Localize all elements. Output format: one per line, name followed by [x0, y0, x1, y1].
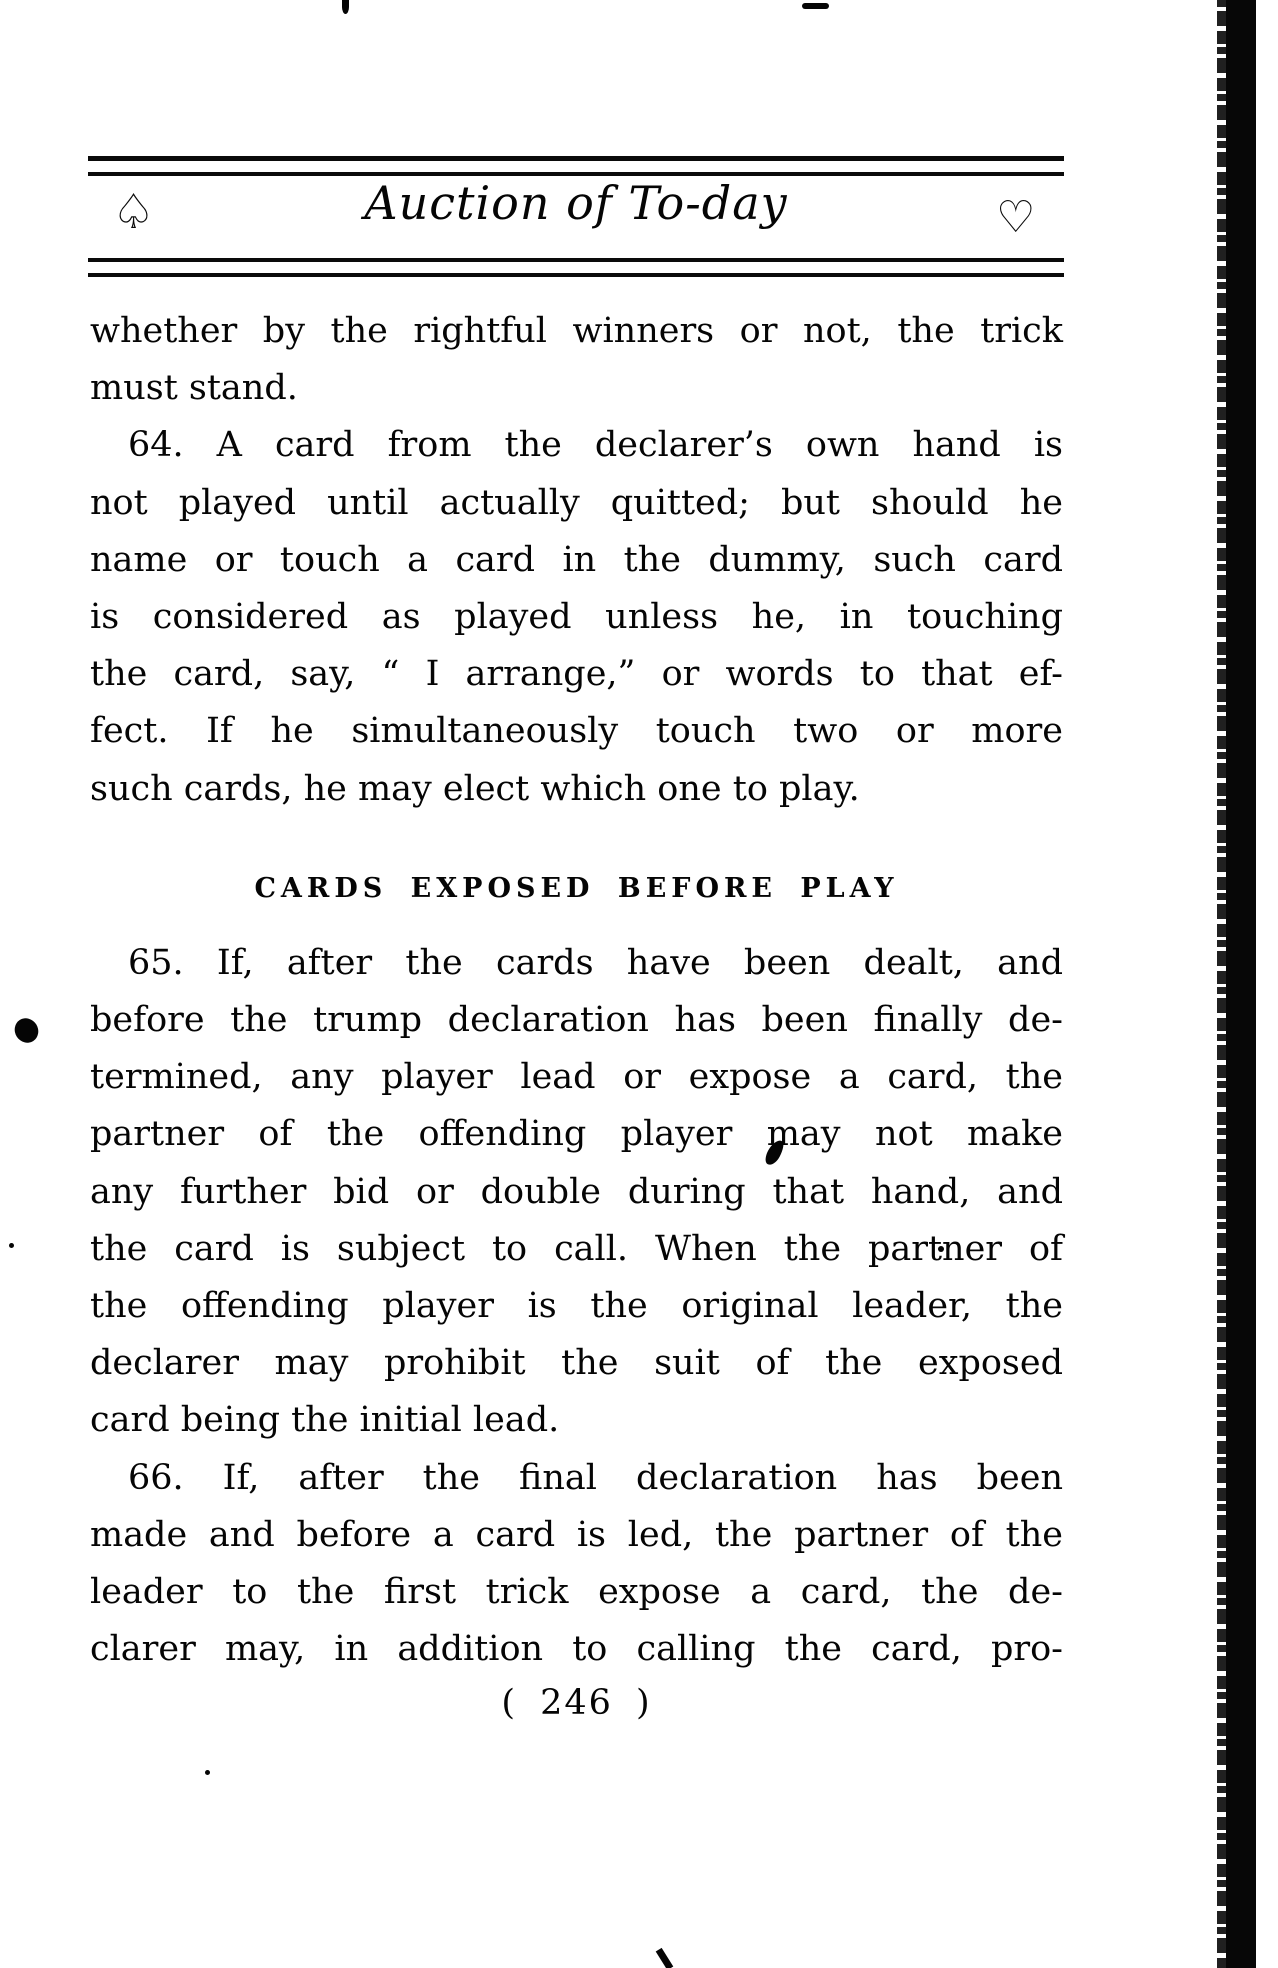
ink-blob-left-margin — [10, 1014, 43, 1047]
ink-mark-top-tick — [342, 0, 349, 14]
text-line: the offending player is the original leader, the — [90, 1286, 1063, 1327]
text-line: leader to the first trick expose a card, the de- — [90, 1572, 1063, 1613]
ink-mark-bottom — [656, 1948, 674, 1968]
page-number: ( 246 ) — [501, 1683, 652, 1723]
text-line: partner of the offending player may not make — [90, 1114, 1063, 1155]
text-line: 64. A card from the declarer’s own hand is — [128, 425, 1063, 466]
text-line: not played until actually quitted; but should he — [90, 482, 1063, 523]
text-line: made and before a card is led, the partner of the — [90, 1514, 1063, 1555]
page-gutter-shadow — [1226, 0, 1256, 1968]
text-line: 66. If, after the final declaration has been — [128, 1457, 1063, 1498]
heart-icon: ♡ — [996, 192, 1036, 243]
header-double-rule-top — [88, 156, 1064, 176]
text-line: whether by the rightful winners or not, the trick — [90, 311, 1063, 351]
ink-speck — [9, 1243, 14, 1248]
text-line: any further bid or double during that hand, and — [90, 1171, 1063, 1212]
spade-icon: ♤ — [112, 184, 156, 240]
ink-speck — [205, 1770, 210, 1775]
text-line: the card is subject to call. When the partner of — [90, 1228, 1063, 1269]
text-line: fect. If he simultaneously touch two or more — [90, 711, 1063, 752]
text-line: such cards, he may elect which one to play. — [90, 768, 860, 809]
section-heading: CARDS EXPOSED BEFORE PLAY — [254, 872, 899, 904]
page-title: Auction of To-day — [364, 176, 788, 230]
text-line: termined, any player lead or expose a card, the — [90, 1057, 1063, 1098]
text-line: 65. If, after the cards have been dealt, and — [128, 942, 1063, 983]
text-line: is considered as played unless he, in touching — [90, 597, 1063, 638]
header-double-rule-bottom — [88, 258, 1064, 277]
text-line: must stand. — [90, 368, 298, 409]
text-line: clarer may, in addition to calling the card, pro- — [90, 1629, 1063, 1670]
text-line: before the trump declaration has been finally de- — [90, 1000, 1063, 1041]
text-line: the card, say, “ I arrange,” or words to that ef- — [90, 654, 1063, 695]
page-body — [90, 303, 1063, 1678]
text-line: name or touch a card in the dummy, such card — [90, 539, 1063, 580]
text-line: declarer may prohibit the suit of the exposed — [90, 1343, 1063, 1384]
ink-mark-top-dash — [802, 3, 829, 9]
text-line: card being the initial lead. — [90, 1400, 560, 1441]
